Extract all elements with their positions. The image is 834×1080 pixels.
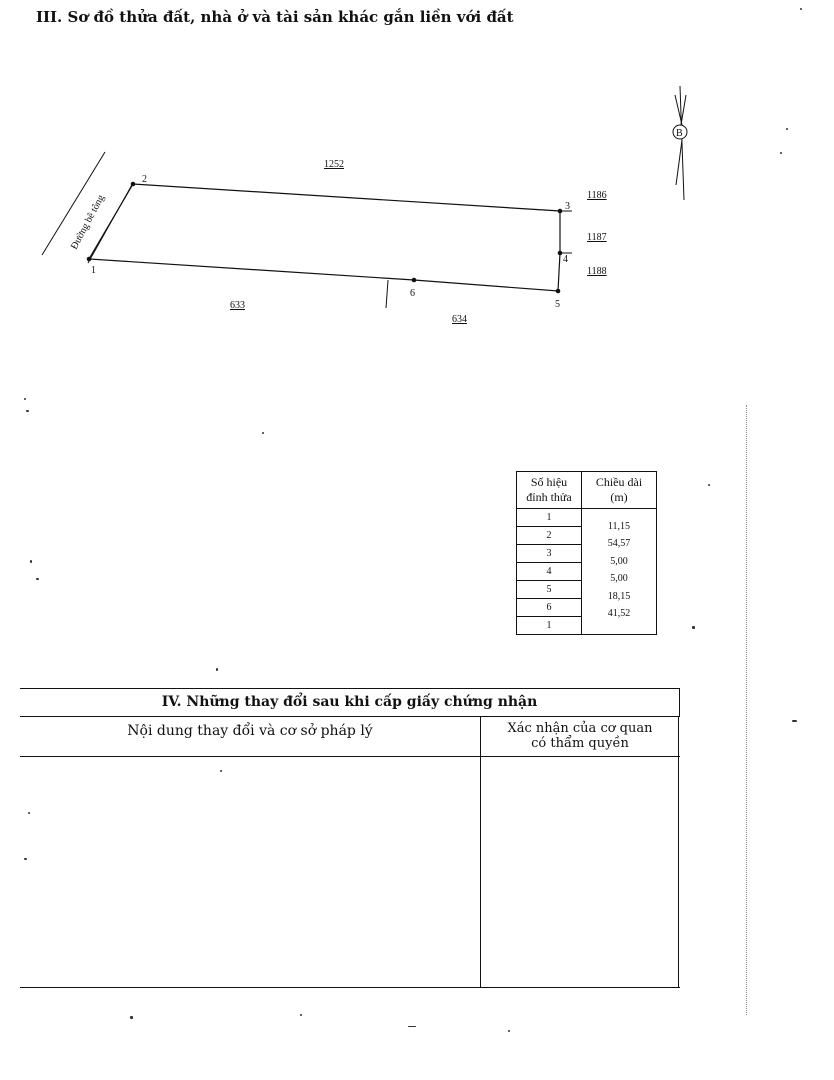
road-label: Đường bê tông <box>68 193 107 252</box>
vertex-cell: 5 <box>517 581 582 599</box>
scan-speck <box>36 578 39 580</box>
vertex-cell: 1 <box>517 617 582 635</box>
vertex-marker <box>558 209 563 214</box>
table-rule <box>20 756 680 757</box>
scan-speck <box>28 812 30 814</box>
column-divider <box>678 716 679 987</box>
content-column-header: Nội dung thay đổi và cơ sở pháp lý <box>127 723 373 739</box>
column-divider <box>480 716 481 987</box>
scan-speck <box>216 668 218 671</box>
division-line <box>386 280 388 308</box>
length-value: 18,15 <box>607 590 631 602</box>
vertex-marker <box>87 257 92 262</box>
vertex-label: 2 <box>142 174 147 185</box>
length-value: 5,00 <box>610 573 628 585</box>
scan-speck <box>800 8 802 10</box>
parcel-number-label: 1187 <box>587 232 607 243</box>
vertex-column-header: Số hiệu đỉnh thửa <box>517 472 582 509</box>
vertex-cell: 4 <box>517 563 582 581</box>
scan-speck <box>262 432 264 434</box>
vertex-marker <box>556 289 561 294</box>
vertex-marker <box>558 251 563 256</box>
parcel-number-label: 633 <box>230 300 245 311</box>
scan-speck <box>300 1014 302 1016</box>
length-value: 41,52 <box>607 607 631 619</box>
vertex-length-table <box>516 471 657 635</box>
parcel-number-label: 1252 <box>324 159 344 170</box>
vertex-cell: 2 <box>517 527 582 545</box>
confirmation-column-header: Xác nhận của cơ quan có thẩm quyền <box>507 721 653 751</box>
parcel-number-label: 634 <box>452 314 467 325</box>
section-3-title: III. Sơ đồ thửa đất, nhà ở và tài sản khác gắn liền với đất <box>36 8 514 26</box>
parcel-number-label: 1188 <box>587 266 607 277</box>
vertex-label: 4 <box>563 254 568 265</box>
length-cell <box>582 509 657 635</box>
scan-speck <box>708 484 710 486</box>
north-arrow-icon <box>673 86 687 200</box>
scan-speck <box>130 1016 133 1019</box>
length-value: 11,15 <box>607 521 631 532</box>
scan-speck <box>780 152 782 154</box>
vertex-label: 5 <box>555 299 560 310</box>
vertex-marker <box>131 182 136 187</box>
scan-speck <box>786 128 788 130</box>
vertex-label: 6 <box>410 288 415 299</box>
length-value: 5,00 <box>610 555 628 567</box>
table-rule <box>20 716 680 717</box>
north-symbol-label: B <box>676 128 683 139</box>
scan-speck <box>408 1026 416 1027</box>
scan-speck <box>692 626 695 629</box>
vertex-marker <box>412 278 417 283</box>
scan-speck <box>508 1030 510 1032</box>
page-margin-line <box>746 405 747 1015</box>
length-column-header: Chiều dài (m) <box>582 472 657 509</box>
vertex-label: 3 <box>565 201 570 212</box>
vertex-cell: 3 <box>517 545 582 563</box>
vertex-label: 1 <box>91 265 96 276</box>
parcel-boundary <box>89 184 560 291</box>
scan-speck <box>220 770 222 772</box>
parcel-number-label: 1186 <box>587 190 607 201</box>
section-4-title: IV. Những thay đổi sau khi cấp giấy chứng nhận <box>20 689 680 716</box>
scan-speck <box>26 410 29 412</box>
vertex-cell: 6 <box>517 599 582 617</box>
scan-speck <box>24 398 26 400</box>
changes-table <box>20 688 680 988</box>
length-value: 54,57 <box>607 538 631 550</box>
scan-speck <box>792 720 797 722</box>
scan-speck <box>24 858 27 860</box>
scan-speck <box>30 560 32 563</box>
vertex-cell: 1 <box>517 509 582 527</box>
